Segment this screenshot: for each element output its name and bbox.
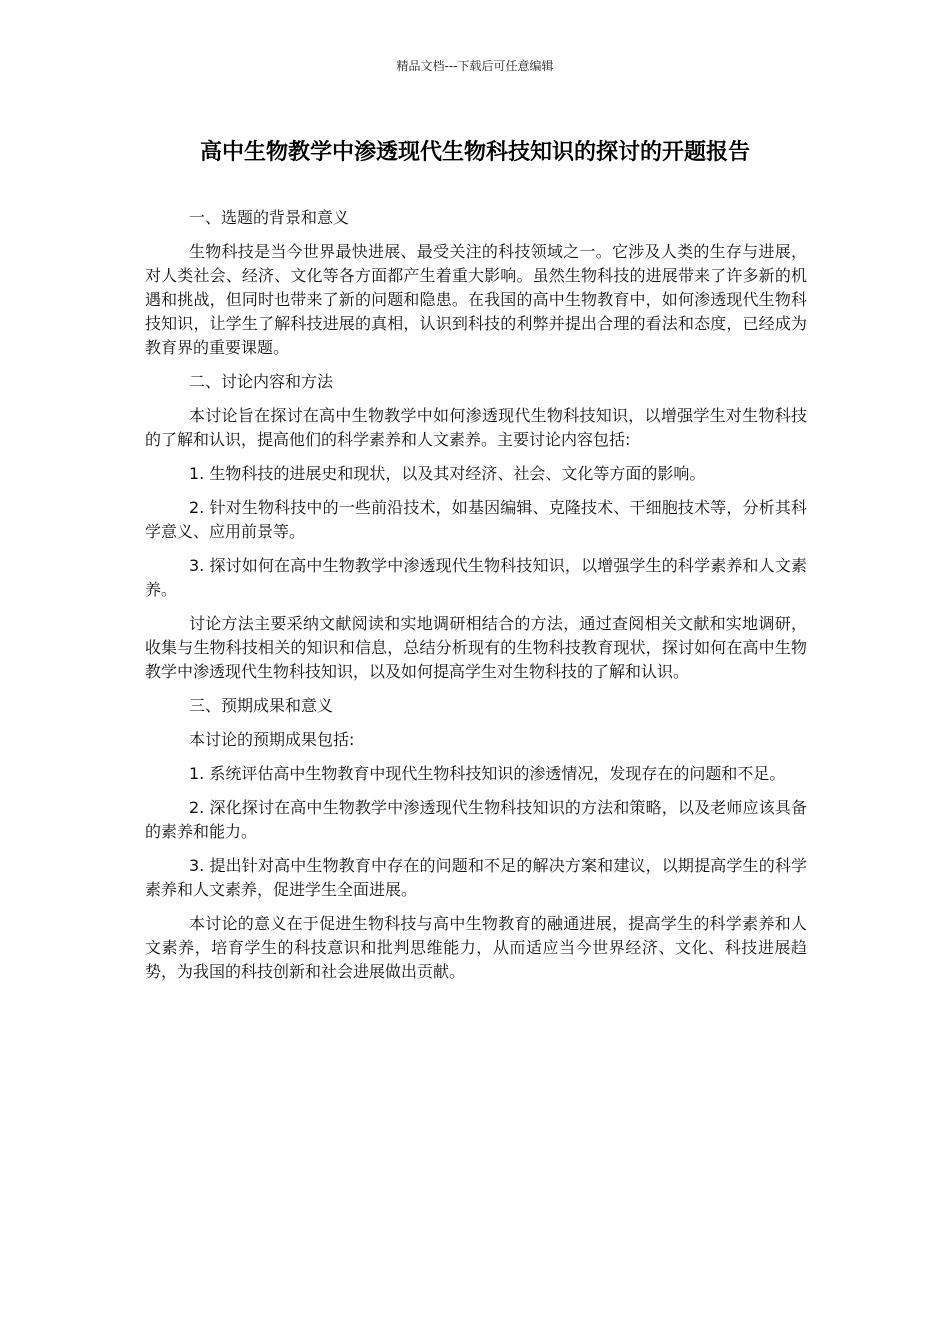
list-item-outcome-3: 3. 提出针对高中生物教育中存在的问题和不足的解决方案和建议，以期提高学生的科学素养和人文素养，促进学生全面进展。	[145, 856, 807, 899]
paragraph-outcomes-intro: 本讨论的预期成果包括:	[189, 730, 355, 749]
section-heading-content-method: 二、讨论内容和方法	[189, 372, 334, 391]
section-heading-background: 一、选题的背景和意义	[189, 208, 350, 227]
list-item-content-3: 3. 探讨如何在高中生物教学中渗透现代生物科技知识，以增强学生的科学素养和人文素养。	[145, 556, 807, 599]
list-item-outcome-1: 1. 系统评估高中生物教育中现代生物科技知识的渗透情况，发现存在的问题和不足。	[189, 764, 786, 783]
list-item-content-2: 2. 针对生物科技中的一些前沿技术，如基因编辑、克隆技术、干细胞技术等，分析其科学意义、应用前景等。	[145, 498, 807, 541]
list-item-outcome-2: 2. 深化探讨在高中生物教学中渗透现代生物科技知识的方法和策略，以及老师应该具备的素养和能力。	[145, 798, 807, 841]
paragraph-background: 生物科技是当今世界最快进展、最受关注的科技领域之一。它涉及人类的生存与进展，对人类社会、经济、文化等各方面都产生着重大影响。虽然生物科技的进展带来了许多新的机遇和挑战，但同时也带来了新的问题和隐患。在我国的高中生物教育中，如何渗透现代生物科技知识，让学生了解科技进展的真相，认识到科技的利弊并提出合理的看法和态度，已经成为教育界的重要课题。	[145, 242, 807, 357]
section-heading-outcomes: 三、预期成果和意义	[189, 696, 334, 715]
document-title: 高中生物教学中渗透现代生物科技知识的探讨的开题报告	[199, 140, 750, 165]
document-body	[145, 206, 807, 994]
paragraph-method: 讨论方法主要采纳文献阅读和实地调研相结合的方法，通过查阅相关文献和实地调研，收集与生物科技相关的知识和信息，总结分析现有的生物科技教育现状，探讨如何在高中生物教学中渗透现代生物科技知识，以及如何提高学生对生物科技的了解和认识。	[145, 614, 807, 681]
paragraph-content-intro: 本讨论旨在探讨在高中生物教学中如何渗透现代生物科技知识，以增强学生对生物科技的了解和认识，提高他们的科学素养和人文素养。主要讨论内容包括:	[145, 406, 807, 449]
list-item-content-1: 1. 生物科技的进展史和现状，以及其对经济、社会、文化等方面的影响。	[189, 464, 706, 483]
header-note: 精品文档---下载后可任意编辑	[396, 59, 554, 73]
paragraph-significance: 本讨论的意义在于促进生物科技与高中生物教育的融通进展，提高学生的科学素养和人文素养，培育学生的科技意识和批判思维能力，从而适应当今世界经济、文化、科技进展趋势，为我国的科技创新和社会进展做出贡献。	[145, 914, 807, 981]
